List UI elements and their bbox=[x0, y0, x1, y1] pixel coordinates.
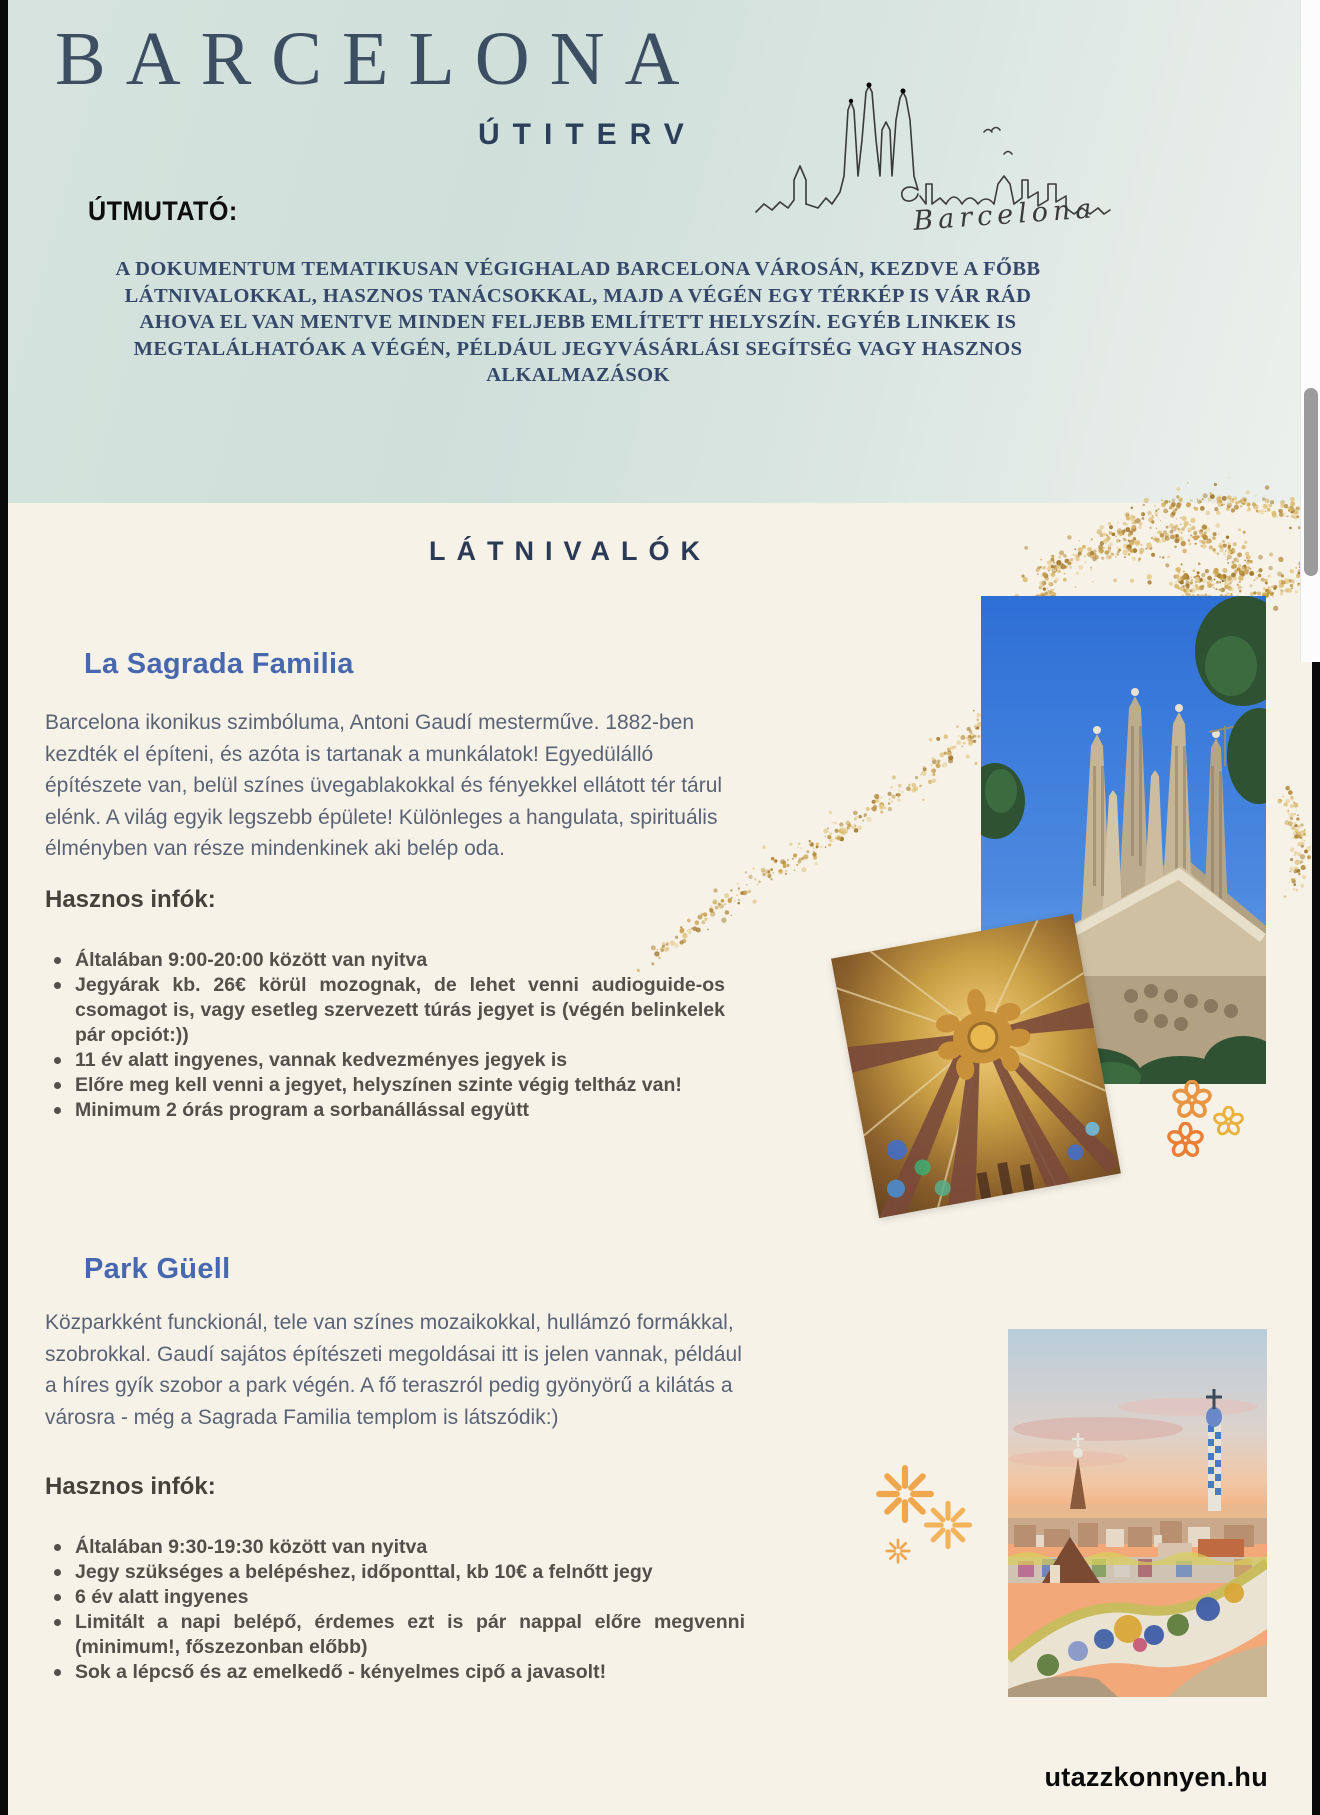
sagrada-familia-interior-photo bbox=[831, 914, 1121, 1218]
section-sagrada-familia bbox=[45, 648, 745, 1123]
flower-doodle-icon bbox=[1213, 1106, 1244, 1137]
section-title: Park Güell bbox=[84, 1253, 231, 1285]
info-heading: Hasznos infók: bbox=[45, 885, 216, 913]
skyline-caption: Barcelona bbox=[912, 193, 1098, 237]
screen-edge-left bbox=[0, 0, 8, 1815]
flower-doodle-icon bbox=[1172, 1080, 1212, 1120]
info-list bbox=[45, 1535, 745, 1685]
list-item: Jegy szükséges a belépéshez, időponttal, kb 10€ a felnőtt jegy bbox=[45, 1560, 745, 1585]
page-title: BARCELONA bbox=[55, 17, 700, 101]
barcelona-skyline-drawing bbox=[748, 80, 1123, 240]
page-subtitle: ÚTITERV bbox=[478, 118, 697, 151]
header-banner bbox=[8, 0, 1300, 503]
info-list bbox=[45, 948, 745, 1123]
scrollbar-thumb[interactable] bbox=[1304, 388, 1318, 576]
list-item: Előre meg kell venni a jegyet, helyszínen szinte végig teltház van! bbox=[45, 1073, 725, 1098]
info-heading: Hasznos infók: bbox=[45, 1473, 216, 1500]
list-item: 11 év alatt ingyenes, vannak kedvezményes jegyek is bbox=[45, 1048, 725, 1073]
intro-paragraph: A DOKUMENTUM TEMATIKUSAN VÉGIGHALAD BARCELONA VÁROSÁN, KEZDVE A FŐBB LÁTNIVALOKKAL, HASZNOS TANÁCSOKKAL, MAJD A VÉGÉN EGY TÉRKÉP IS VÁR RÁD AHOVA EL VAN MENTVE MINDEN FELJEBB EMLÍTETT HELYSZÍN. EGYÉB LINKEK IS MEGTALÁLHATÓAK A VÉGÉN, PÉLDÁUL JEGYVÁSÁRLÁSI SEGÍTSÉG VAGY HASZNOS ALKALMAZÁSOK bbox=[115, 258, 1041, 386]
section-description: Közparkként funckionál, tele van színes mozaikokkal, hullámzó formákkal, szobrokkal. Gaudí sajátos építészeti megoldásai itt is jelen vannak, például a híres gyík szobor a park végén. A fő teraszról pedig gyönyörű a kilátás a városra - még a Sagrada Familia templom is látszódik:) bbox=[45, 1311, 742, 1429]
section-description: Barcelona ikonikus szimbóluma, Antoni Gaudí mesterműve. 1882-ben kezdték el építeni, és azóta is tartanak a munkálatok! Egyedülálló építészete van, belül színes üvegablakokkal és fényekkel ellátott tér tárul elénk. A világ egyik legszebb épülete! Különleges a hangulata, spirituális élményben van része mindenkinek aki belép oda. bbox=[45, 711, 723, 860]
flower-doodle-icon bbox=[1167, 1122, 1204, 1159]
section-title: La Sagrada Familia bbox=[84, 648, 354, 680]
list-item: 6 év alatt ingyenes bbox=[45, 1585, 745, 1610]
section-park-guell bbox=[45, 1253, 745, 1685]
footer-site-link: utazzkonnyen.hu bbox=[1044, 1762, 1268, 1792]
guide-label: ÚTMUTATÓ: bbox=[88, 196, 238, 226]
list-item: Minimum 2 órás program a sorbanállással együtt bbox=[45, 1098, 725, 1123]
list-item: Limitált a napi belépő, érdemes ezt is pár nappal előre megvenni (minimum!, főszezonban előbb) bbox=[45, 1610, 745, 1660]
list-item: Általában 9:30-19:30 között van nyitva bbox=[45, 1535, 745, 1560]
sparkle-doodle-icon bbox=[923, 1500, 973, 1550]
park-guell-photo bbox=[1008, 1329, 1267, 1697]
screen-edge-right bbox=[1312, 662, 1320, 1815]
scrollbar-track[interactable] bbox=[1300, 0, 1320, 662]
list-item: Sok a lépcső és az emelkedő - kényelmes cipő a javasolt! bbox=[45, 1660, 745, 1685]
list-item: Jegyárak kb. 26€ körül mozognak, de lehet venni audioguide-os csomagot is, vagy esetleg szervezett túrás jegyet is (végén belinkelek pár opciót:)) bbox=[45, 973, 725, 1048]
attractions-heading: LÁTNIVALÓK bbox=[429, 536, 711, 566]
sparkle-doodle-icon bbox=[885, 1538, 911, 1564]
list-item: Általában 9:00-20:00 között van nyitva bbox=[45, 948, 725, 973]
